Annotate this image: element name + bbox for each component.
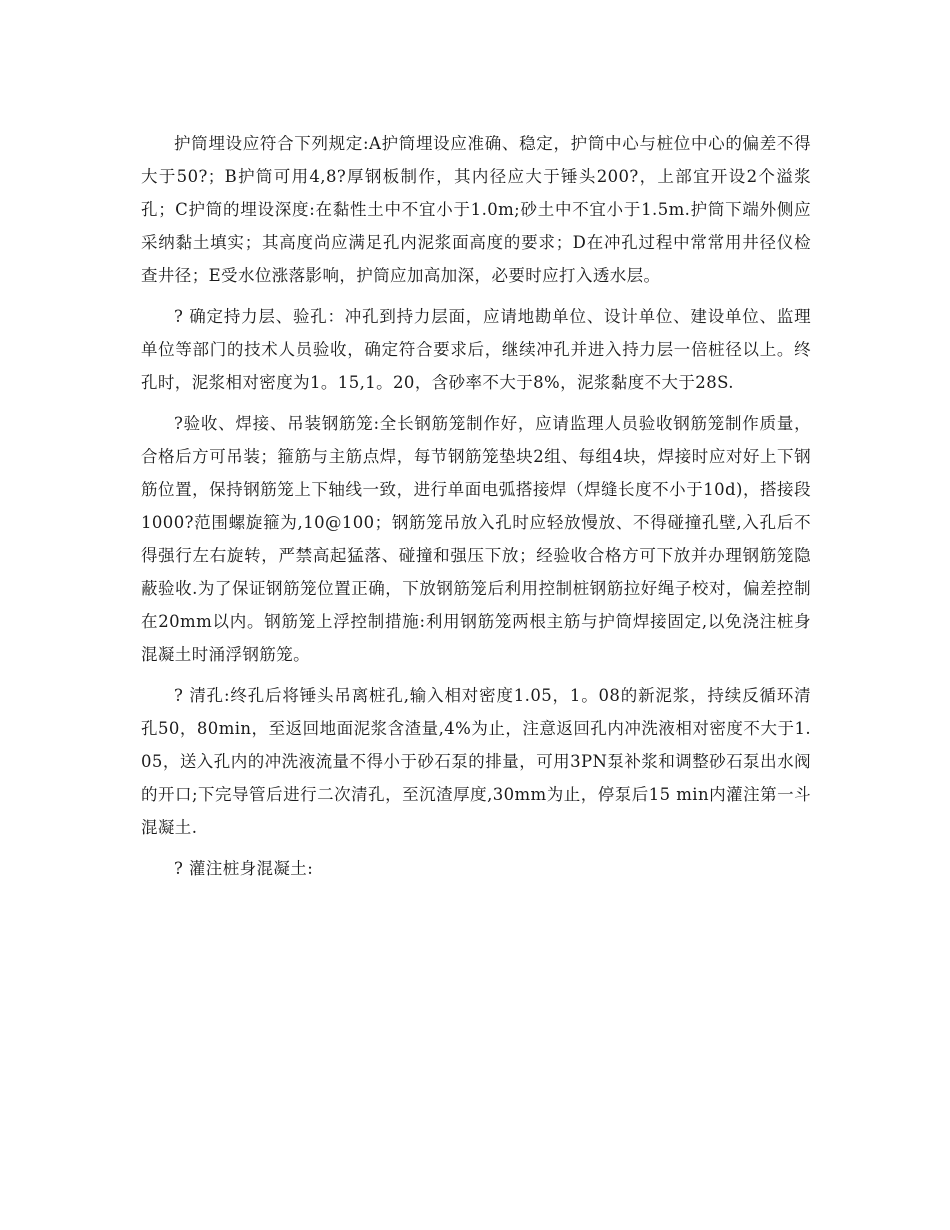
- document-body: [141, 127, 811, 893]
- paragraph-concrete-pouring: ? 灌注桩身混凝土:: [174, 859, 314, 878]
- paragraph-hole-cleaning: ? 清孔:终孔后将锤头吊离桩孔,输入相对密度1.05，1。08的新泥浆，持续反循环清孔50，80min，至返回地面泥浆含渣量,4%为止，注意返回孔内冲洗液相对密度不大于1.05，送入孔内的冲洗液流量不得小于砂石泵的排量，可用3PN泵补浆和调整砂石泵出水阀的开口;下完导管后进行二次清孔，至沉渣厚度,30mm为止，停泵后15 min内灌注第一斗混凝土.: [141, 686, 811, 837]
- paragraph-rebar-cage: ?验收、焊接、吊装钢筋笼:全长钢筋笼制作好，应请监理人员验收钢筋笼制作质量，合格后方可吊装；箍筋与主筋点焊，每节钢筋笼垫块2组、每组4块，焊接时应对好上下钢筋位置，保持钢筋笼上下轴线一致，进行单面电弧搭接焊（焊缝长度不小于10d)，搭接段1000?范围螺旋箍为,10@100；钢筋笼吊放入孔时应轻放慢放、不得碰撞孔壁,入孔后不得强行左右旋转，严禁高起猛落、碰撞和强压下放；经验收合格方可下放并办理钢筋笼隐蔽验收.为了保证钢筋笼位置正确，下放钢筋笼后利用控制桩钢筋拉好绳子校对，偏差控制在20mm以内。钢筋笼上浮控制措施:利用钢筋笼两根主筋与护筒焊接固定,以免浇注桩身混凝土时涌浮钢筋笼。: [141, 414, 811, 664]
- paragraph-bearing-layer: ? 确定持力层、验孔：冲孔到持力层面，应请地勘单位、设计单位、建设单位、监理单位等部门的技术人员验收，确定符合要求后，继续冲孔并进入持力层一倍桩径以上。终孔时，泥浆相对密度为1。15,1。20，含砂率不大于8%，泥浆黏度不大于28S.: [141, 307, 811, 392]
- paragraph-casing-rules: 护筒埋设应符合下列规定:A护筒埋设应准确、稳定，护筒中心与桩位中心的偏差不得大于50?；B护筒可用4,8?厚钢板制作，其内径应大于锤头200?，上部宜开设2个溢浆孔；C护筒的埋设深度:在黏性土中不宜小于1.0m;砂土中不宜小于1.5m.护筒下端外侧应采纳黏土填实；其高度尚应满足孔内泥浆面高度的要求；D在冲孔过程中常常用井径仪检查井径；E受水位涨落影响，护筒应加高加深，必要时应打入透水层。: [141, 134, 811, 285]
